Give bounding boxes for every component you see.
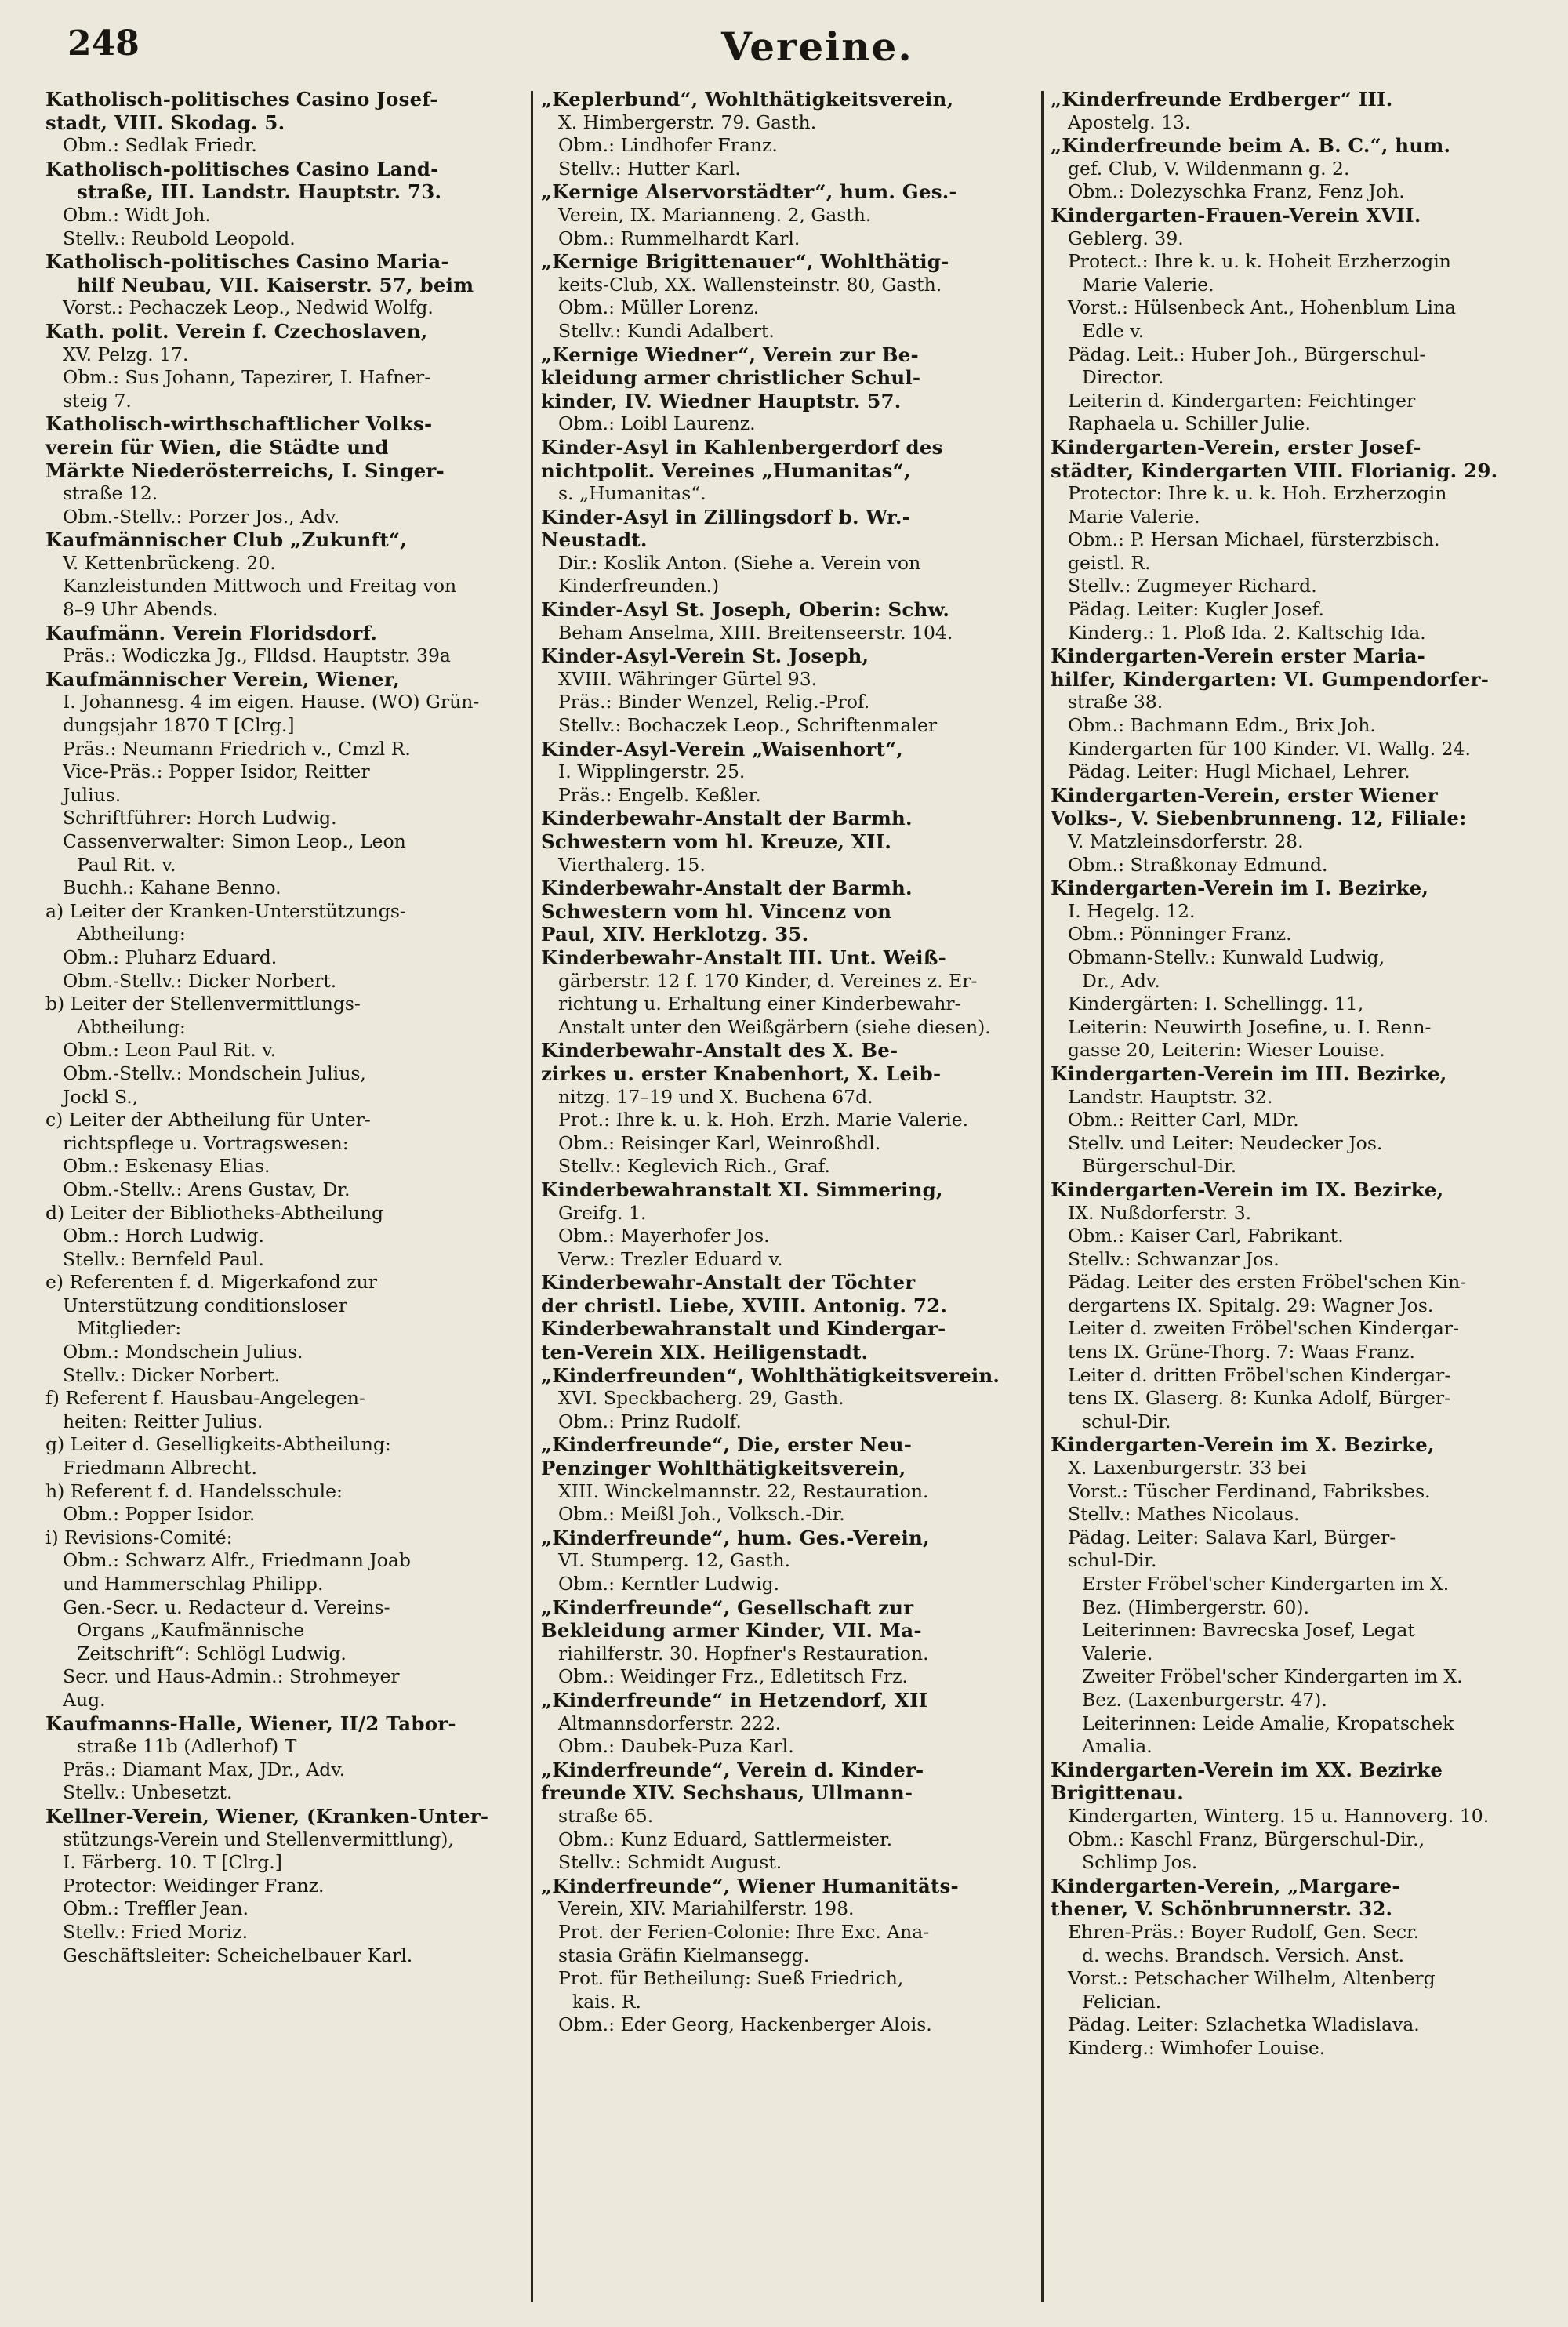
entry-heading-line: Kaufmänn. Verein Floridsdorf. — [45, 621, 378, 644]
entry-heading-line: Kinderbewahr-Anstalt der Töchter — [541, 1271, 916, 1294]
entry-text-line: Schriftführer: Horch Ludwig. — [63, 807, 337, 830]
entry-text-line: Leiterinnen: Bavrecska Josef, Legat — [1082, 1619, 1415, 1642]
entry-text-line: dungsjahr 1870 T [Clrg.] — [63, 714, 295, 737]
entry-text-line: Vorst.: Pechaczek Leop., Nedwid Wolfg. — [63, 296, 434, 319]
entry-text-line: I. Wipplingerstr. 25. — [558, 761, 746, 783]
entry-text-line: Mitglieder: — [77, 1317, 182, 1340]
entry-heading-line: Kinder-Asyl St. Joseph, Oberin: Schw. — [541, 598, 950, 622]
column-right — [1051, 88, 1544, 2307]
entry-text-line: Obm.: Weidinger Frz., Edletitsch Frz. — [558, 1665, 909, 1688]
entry-text-line: richtung u. Erhaltung einer Kinderbewahr- — [558, 993, 961, 1015]
entry-heading-line: Kaufmanns-Halle, Wiener, II/2 Tabor- — [45, 1712, 456, 1735]
entry-heading-line: Kindergarten-Verein, erster Josef- — [1051, 435, 1421, 459]
entry-text-line: Amalia. — [1082, 1735, 1152, 1758]
entry-text-line: Obm.: Leon Paul Rit. v. — [63, 1039, 277, 1062]
entry-text-line: Präs.: Wodiczka Jg., Flldsd. Hauptstr. 39a — [63, 644, 451, 667]
entry-text-line: gärberstr. 12 f. 170 Kinder, d. Vereines z. Er- — [558, 969, 978, 992]
entry-heading-line: Kinder-Asyl in Kahlenbergerdorf des — [541, 435, 943, 459]
entry-text-line: Stellv.: Fried Moriz. — [63, 1920, 249, 1943]
entry-heading-line: verein für Wien, die Städte und — [45, 435, 389, 459]
entry-heading-line: hilf Neubau, VII. Kaiserstr. 57, beim — [77, 273, 474, 296]
entry-text-line: Marie Valerie. — [1068, 505, 1200, 528]
entry-heading-line: thener, V. Schönbrunnerstr. 32. — [1051, 1897, 1393, 1921]
entry-text-line: Stellv.: Bernfeld Paul. — [63, 1247, 264, 1270]
entry-text-line: straße 11b (Adlerhof) T — [77, 1735, 297, 1758]
entry-text-line: Stellv.: Dicker Norbert. — [63, 1363, 281, 1386]
entry-text-line: Leiter d. dritten Fröbel'schen Kindergar- — [1068, 1363, 1451, 1386]
entry-text-line: Obm.-Stellv.: Porzer Jos., Adv. — [63, 505, 340, 528]
entry-text-line: XVI. Speckbacherg. 29, Gasth. — [558, 1387, 844, 1410]
page-number: 248 — [67, 24, 140, 64]
entry-text-line: Abtheilung: — [77, 923, 186, 946]
entry-text-line: i) Revisions-Comité: — [45, 1526, 233, 1548]
entry-text-line: XV. Pelzg. 17. — [63, 343, 189, 365]
entry-text-line: Zeitschrift“: Schlögl Ludwig. — [77, 1642, 347, 1664]
page-header — [0, 24, 1568, 78]
entry-text-line: Vice-Präs.: Popper Isidor, Reitter — [63, 761, 370, 783]
entry-text-line: Prot.: Ihre k. u. k. Hoh. Erzh. Marie Valerie. — [558, 1109, 969, 1131]
entry-text-line: Beham Anselma, XIII. Breitenseerstr. 104. — [558, 621, 953, 644]
entry-text-line: g) Leiter d. Geselligkeits-Abtheilung: — [45, 1433, 391, 1456]
entry-text-line: Anstalt unter den Weißgärbern (siehe diesen). — [558, 1015, 991, 1038]
entry-text-line: e) Referenten f. d. Migerkafond zur — [45, 1271, 378, 1294]
entry-heading-line: Katholisch-politisches Casino Land- — [45, 157, 439, 180]
entry-text-line: Vierthalerg. 15. — [558, 853, 706, 876]
entry-heading-line: Paul, XIV. Herklotzg. 35. — [541, 923, 809, 946]
entry-heading-line: Kindergarten-Verein, „Margare- — [1051, 1874, 1400, 1897]
entry-text-line: Pädag. Leiter: Hugl Michael, Lehrer. — [1068, 761, 1410, 783]
entry-text-line: Stellv.: Bochaczek Leop., Schriftenmaler — [558, 714, 938, 737]
entry-heading-line: Kinderbewahr-Anstalt des X. Be- — [541, 1039, 898, 1062]
entry-heading-line: Kaufmännischer Club „Zukunft“, — [45, 528, 407, 552]
entry-text-line: X. Himbergerstr. 79. Gasth. — [558, 111, 817, 133]
entry-text-line: XIII. Winckelmannstr. 22, Restauration. — [558, 1479, 929, 1502]
entry-text-line: straße 65. — [558, 1804, 654, 1827]
column-divider — [531, 91, 533, 2302]
entry-text-line: Stellv.: Reubold Leopold. — [63, 227, 296, 249]
entry-text-line: heiten: Reitter Julius. — [63, 1410, 263, 1432]
entry-text-line: dergartens IX. Spitalg. 29: Wagner Jos. — [1068, 1294, 1434, 1316]
entry-text-line: Obm.: Treffler Jean. — [63, 1897, 249, 1920]
entry-heading-line: Kinderbewahr-Anstalt III. Unt. Weiß- — [541, 946, 946, 969]
entry-text-line: Kinderg.: 1. Ploß Ida. 2. Kaltschig Ida. — [1068, 621, 1426, 644]
entry-text-line: XVIII. Währinger Gürtel 93. — [558, 667, 818, 690]
entry-heading-line: straße, III. Landstr. Hauptstr. 73. — [77, 180, 442, 204]
entry-heading-line: Schwestern vom hl. Vincenz von — [541, 899, 892, 923]
entry-text-line: Obm.: Mayerhofer Jos. — [558, 1225, 770, 1247]
entry-heading-line: „Kernige Wiedner“, Verein zur Be- — [541, 343, 919, 366]
entry-text-line: keits-Club, XX. Wallensteinstr. 80, Gasth. — [558, 273, 942, 296]
entry-text-line: Obm.: Mondschein Julius. — [63, 1341, 303, 1363]
entry-text-line: Kindergarten, Winterg. 15 u. Hannoverg. 10. — [1068, 1804, 1490, 1827]
entry-text-line: Verw.: Trezler Eduard v. — [558, 1247, 783, 1270]
entry-text-line: Obm.: Pönninger Franz. — [1068, 923, 1292, 946]
entry-text-line: Greifg. 1. — [558, 1201, 647, 1224]
entry-text-line: Obm.: Straßkonay Edmund. — [1068, 853, 1328, 876]
entry-text-line: Obm.: Reisinger Karl, Weinroßhdl. — [558, 1131, 881, 1154]
entry-text-line: stützungs-Verein und Stellenvermittlung), — [63, 1828, 454, 1850]
entry-text-line: Obm.: Sus Johann, Tapezirer, I. Hafner- — [63, 366, 431, 389]
entry-text-line: Paul Rit. v. — [77, 853, 176, 876]
entry-heading-line: Katholisch-politisches Casino Josef- — [45, 88, 438, 111]
entry-text-line: a) Leiter der Kranken-Unterstützungs- — [45, 899, 406, 922]
entry-text-line: straße 12. — [63, 482, 158, 505]
entry-text-line: Stellv. und Leiter: Neudecker Jos. — [1068, 1131, 1383, 1154]
entry-heading-line: zirkes u. erster Knabenhort, X. Leib- — [541, 1062, 942, 1085]
entry-heading-line: Penzinger Wohlthätigkeitsverein, — [541, 1457, 906, 1480]
entry-text-line: Prot. der Ferien-Colonie: Ihre Exc. Ana- — [558, 1920, 930, 1943]
entry-heading-line: Kindergarten-Verein im I. Bezirke, — [1051, 877, 1429, 900]
entry-text-line: Obm.: P. Hersan Michael, fürsterzbisch. — [1068, 528, 1440, 551]
entry-text-line: Obm.: Kaschl Franz, Bürgerschul-Dir., — [1068, 1828, 1425, 1850]
entry-heading-line: städter, Kindergarten VIII. Florianig. 29. — [1051, 459, 1498, 482]
entry-heading-line: kleidung armer christlicher Schul- — [541, 366, 921, 390]
entry-text-line: Leiterin: Neuwirth Josefine, u. I. Renn- — [1068, 1015, 1432, 1038]
entry-text-line: Vorst.: Petschacher Wilhelm, Altenberg — [1068, 1967, 1436, 1990]
entry-heading-line: Kinder-Asyl-Verein „Waisenhort“, — [541, 737, 903, 761]
entry-text-line: Landstr. Hauptstr. 32. — [1068, 1085, 1273, 1108]
entry-text-line: gasse 20, Leiterin: Wieser Louise. — [1068, 1039, 1385, 1062]
entry-heading-line: Kinderbewahr-Anstalt der Barmh. — [541, 877, 913, 900]
entry-text-line: Bez. (Laxenburgerstr. 47). — [1082, 1688, 1327, 1711]
entry-text-line: Vorst.: Hülsenbeck Ant., Hohenblum Lina — [1068, 296, 1457, 319]
entry-text-line: h) Referent f. d. Handelsschule: — [45, 1479, 343, 1502]
entry-heading-line: Katholisch-wirthschaftlicher Volks- — [45, 412, 433, 436]
entry-text-line: gef. Club, V. Wildenmann g. 2. — [1068, 157, 1350, 180]
entry-heading-line: Kindergarten-Verein erster Maria- — [1051, 644, 1426, 668]
entry-text-line: Pädag. Leiter: Kugler Josef. — [1068, 598, 1325, 621]
entry-text-line: Geblerg. 39. — [1068, 227, 1184, 249]
entry-text-line: Obm.-Stellv.: Mondschein Julius, — [63, 1062, 366, 1084]
entry-heading-line: Brigittenau. — [1051, 1781, 1185, 1805]
entry-text-line: Obm.-Stellv.: Arens Gustav, Dr. — [63, 1178, 350, 1200]
entry-text-line: Altmannsdorferstr. 222. — [558, 1712, 782, 1734]
entry-text-line: Dir.: Koslik Anton. (Siehe a. Verein von — [558, 551, 921, 574]
entry-text-line: Stellv.: Schwanzar Jos. — [1068, 1247, 1279, 1270]
entry-heading-line: Katholisch-politisches Casino Maria- — [45, 250, 449, 274]
entry-heading-line: kinder, IV. Wiedner Hauptstr. 57. — [541, 389, 902, 412]
entry-text-line: geistl. R. — [1068, 551, 1151, 574]
entry-text-line: Pädag. Leit.: Huber Joh., Bürgerschul- — [1068, 343, 1426, 365]
entry-text-line: Obm.: Rummelhardt Karl. — [558, 227, 800, 249]
entry-heading-line: hilfer, Kindergarten: VI. Gumpendorfer- — [1051, 667, 1490, 691]
entry-text-line: Bez. (Himbergerstr. 60). — [1082, 1596, 1309, 1618]
page-title: Vereine. — [721, 24, 913, 70]
entry-heading-line: Volks-, V. Siebenbrunneng. 12, Filiale: — [1051, 807, 1467, 830]
entry-text-line: Prot. für Betheilung: Sueß Friedrich, — [558, 1967, 904, 1990]
entry-text-line: Obm.: Pluharz Eduard. — [63, 946, 278, 968]
entry-heading-line: ten-Verein XIX. Heiligenstadt. — [541, 1341, 869, 1364]
entry-heading-line: „Kinderfreunde“, Gesellschaft zur — [541, 1596, 914, 1619]
entry-heading-line: „Kinderfreunden“, Wohlthätigkeitsverein. — [541, 1363, 1000, 1387]
entry-heading-line: Bekleidung armer Kinder, VII. Ma- — [541, 1619, 922, 1643]
entry-text-line: Kindergärten: I. Schellingg. 11, — [1068, 993, 1364, 1015]
entry-text-line: IX. Nußdorferstr. 3. — [1068, 1201, 1252, 1224]
entry-text-line: Stellv.: Zugmeyer Richard. — [1068, 575, 1317, 597]
entry-text-line: Apostelg. 13. — [1068, 111, 1191, 133]
entry-text-line: Julius. — [63, 783, 122, 806]
entry-heading-line: Kindergarten-Verein im III. Bezirke, — [1051, 1062, 1447, 1085]
entry-heading-line: „Kinderfreunde“ in Hetzendorf, XII — [541, 1688, 928, 1712]
entry-text-line: Cassenverwalter: Simon Leop., Leon — [63, 830, 406, 852]
entry-text-line: Director. — [1082, 366, 1164, 389]
entry-heading-line: Kindergarten-Verein im X. Bezirke, — [1051, 1433, 1435, 1457]
entry-text-line: Präs.: Neumann Friedrich v., Cmzl R. — [63, 737, 411, 760]
entry-text-line: Friedmann Albrecht. — [63, 1457, 257, 1479]
entry-text-line: Kinderfreunden.) — [558, 575, 720, 597]
entry-heading-line: Kindergarten-Frauen-Verein XVII. — [1051, 203, 1421, 227]
entry-text-line: I. Hegelg. 12. — [1068, 899, 1196, 922]
entry-text-line: Unterstützung conditionsloser — [63, 1294, 347, 1316]
entry-text-line: Protector: Ihre k. u. k. Hoh. Erzherzogin — [1068, 482, 1447, 505]
entry-text-line: Obm.: Lindhofer Franz. — [558, 134, 778, 157]
entry-text-line: Stellv.: Keglevich Rich., Graf. — [558, 1155, 830, 1178]
entry-text-line: I. Färberg. 10. T [Clrg.] — [63, 1851, 282, 1874]
entry-heading-line: Kellner-Verein, Wiener, (Kranken-Unter- — [45, 1804, 489, 1828]
entry-text-line: Kinderg.: Wimhofer Louise. — [1068, 2036, 1326, 2059]
entry-text-line: Verein, XIV. Mariahilferstr. 198. — [558, 1897, 855, 1920]
entry-text-line: und Hammerschlag Philipp. — [63, 1573, 324, 1595]
entry-text-line: Pädag. Leiter: Salava Karl, Bürger- — [1068, 1526, 1396, 1548]
entry-text-line: Verein, IX. Marianneng. 2, Gasth. — [558, 203, 872, 226]
entry-text-line: Stellv.: Schmidt August. — [558, 1851, 782, 1874]
entry-text-line: Obmann-Stellv.: Kunwald Ludwig, — [1068, 946, 1385, 968]
entry-text-line: schul-Dir. — [1068, 1549, 1157, 1572]
entry-text-line: Pädag. Leiter des ersten Fröbel'schen Kin- — [1068, 1271, 1467, 1294]
entry-text-line: Obm.: Reitter Carl, MDr. — [1068, 1109, 1299, 1131]
entry-text-line: Obm.: Eskenasy Elias. — [63, 1155, 270, 1178]
entry-text-line: Präs.: Engelb. Keßler. — [558, 783, 761, 806]
entry-text-line: Obm.: Meißl Joh., Volksch.-Dir. — [558, 1503, 845, 1526]
entry-text-line: tens IX. Grüne-Thorg. 7: Waas Franz. — [1068, 1341, 1415, 1363]
entry-text-line: Obm.: Dolezyschka Franz, Fenz Joh. — [1068, 180, 1405, 203]
entry-text-line: V. Kettenbrückeng. 20. — [63, 551, 276, 574]
entry-text-line: b) Leiter der Stellenvermittlungs- — [45, 993, 361, 1015]
entry-heading-line: nichtpolit. Vereines „Humanitas“, — [541, 459, 911, 482]
entry-heading-line: Märkte Niederösterreichs, I. Singer- — [45, 459, 445, 482]
entry-text-line: tens IX. Glaserg. 8: Kunka Adolf, Bürger- — [1068, 1387, 1451, 1410]
entry-heading-line: Neustadt. — [541, 528, 648, 552]
entry-text-line: Obm.: Bachmann Edm., Brix Joh. — [1068, 714, 1376, 737]
entry-heading-line: Schwestern vom hl. Kreuze, XII. — [541, 830, 892, 853]
entry-text-line: Obm.: Horch Ludwig. — [63, 1225, 265, 1247]
entry-text-line: Aug. — [63, 1688, 106, 1711]
entry-text-line: Kanzleistunden Mittwoch und Freitag von — [63, 575, 457, 597]
entry-heading-line: „Kinderfreunde“, Die, erster Neu- — [541, 1433, 913, 1457]
entry-heading-line: „Kernige Brigittenauer“, Wohlthätig- — [541, 250, 949, 274]
entry-heading-line: Kinderbewahranstalt XI. Simmering, — [541, 1178, 943, 1201]
entry-text-line: Erster Fröbel'scher Kindergarten im X. — [1082, 1573, 1450, 1595]
entry-text-line: d) Leiter der Bibliotheks-Abtheilung — [45, 1201, 383, 1224]
entry-text-line: Kindergarten für 100 Kinder. VI. Wallg. 24. — [1068, 737, 1471, 760]
entry-text-line: Secr. und Haus-Admin.: Strohmeyer — [63, 1665, 400, 1688]
entry-text-line: Leiterinnen: Leide Amalie, Kropatschek — [1082, 1712, 1454, 1734]
entry-text-line: Bürgerschul-Dir. — [1082, 1155, 1237, 1178]
entry-text-line: Raphaela u. Schiller Julie. — [1068, 412, 1311, 435]
entry-text-line: Obm.: Daubek-Puza Karl. — [558, 1735, 794, 1758]
entry-text-line: Organs „Kaufmännische — [77, 1619, 305, 1642]
entry-text-line: straße 38. — [1068, 691, 1163, 713]
entry-heading-line: Kindergarten-Verein im IX. Bezirke, — [1051, 1178, 1444, 1201]
entry-text-line: Edle v. — [1082, 319, 1145, 342]
entry-text-line: Geschäftsleiter: Scheichelbauer Karl. — [63, 1944, 413, 1966]
entry-text-line: V. Matzleinsdorferstr. 28. — [1068, 830, 1304, 852]
entry-text-line: Obm.: Sedlak Friedr. — [63, 134, 257, 157]
entry-text-line: Obm.: Prinz Rudolf. — [558, 1410, 742, 1432]
entry-heading-line: Kindergarten-Verein, erster Wiener — [1051, 783, 1438, 807]
entry-text-line: Schlimp Jos. — [1082, 1851, 1198, 1874]
entry-text-line: c) Leiter der Abtheilung für Unter- — [45, 1109, 371, 1131]
entry-text-line: Gen.-Secr. u. Redacteur d. Vereins- — [63, 1596, 390, 1618]
entry-heading-line: Kindergarten-Verein im XX. Bezirke — [1051, 1758, 1443, 1781]
column-left — [45, 88, 524, 2307]
entry-text-line: Obm.: Schwarz Alfr., Friedmann Joab — [63, 1549, 411, 1572]
entry-heading-line: Kinderbewahranstalt und Kindergar- — [541, 1317, 946, 1341]
entry-text-line: Marie Valerie. — [1082, 273, 1214, 296]
entry-heading-line: Kaufmännischer Verein, Wiener, — [45, 667, 400, 691]
entry-heading-line: Kinderbewahr-Anstalt der Barmh. — [541, 807, 913, 830]
entry-heading-line: „Kinderfreunde“, Verein d. Kinder- — [541, 1758, 924, 1781]
entry-text-line: nitzg. 17–19 und X. Buchena 67d. — [558, 1085, 873, 1108]
entry-heading-line: Kinder-Asyl in Zillingsdorf b. Wr.- — [541, 505, 910, 528]
entry-text-line: Protector: Weidinger Franz. — [63, 1874, 325, 1897]
entry-text-line: Pädag. Leiter: Szlachetka Wladislava. — [1068, 2013, 1420, 2036]
entry-text-line: Leiterin d. Kindergarten: Feichtinger — [1068, 389, 1416, 412]
entry-text-line: I. Johannesg. 4 im eigen. Hause. (WO) Grün- — [63, 691, 480, 713]
entry-heading-line: freunde XIV. Sechshaus, Ullmann- — [541, 1781, 913, 1805]
entry-text-line: riahilferstr. 30. Hopfner's Restauration. — [558, 1642, 929, 1664]
entry-heading-line: Kath. polit. Verein f. Czechoslaven, — [45, 319, 428, 343]
entry-heading-line: „Kinderfreunde beim A. B. C.“, hum. — [1051, 134, 1451, 158]
entry-text-line: X. Laxenburgerstr. 33 bei — [1068, 1457, 1307, 1479]
entry-text-line: Abtheilung: — [77, 1015, 186, 1038]
entry-text-line: f) Referent f. Hausbau-Angelegen- — [45, 1387, 365, 1410]
entry-text-line: Obm.: Eder Georg, Hackenberger Alois. — [558, 2013, 932, 2036]
entry-text-line: Jockl S., — [63, 1085, 139, 1108]
entry-text-line: Obm.: Müller Lorenz. — [558, 296, 760, 319]
entry-heading-line: „Kinderfreunde Erdberger“ III. — [1051, 88, 1393, 111]
entry-text-line: d. wechs. Brandsch. Versich. Anst. — [1082, 1944, 1405, 1966]
entry-heading-line: „Keplerbund“, Wohlthätigkeitsverein, — [541, 88, 954, 111]
entry-text-line: richtspflege u. Vortragswesen: — [63, 1131, 349, 1154]
entry-text-line: Zweiter Fröbel'scher Kindergarten im X. — [1082, 1665, 1463, 1688]
entry-heading-line: stadt, VIII. Skodag. 5. — [45, 111, 285, 134]
entry-heading-line: „Kernige Alservorstädter“, hum. Ges.- — [541, 180, 957, 204]
entry-text-line: VI. Stumperg. 12, Gasth. — [558, 1549, 791, 1572]
entry-text-line: Dr., Adv. — [1082, 969, 1160, 992]
entry-text-line: Stellv.: Kundi Adalbert. — [558, 319, 775, 342]
entry-text-line: Obm.: Kerntler Ludwig. — [558, 1573, 780, 1595]
entry-text-line: Präs.: Diamant Max, JDr., Adv. — [63, 1758, 346, 1781]
entry-text-line: Leiter d. zweiten Fröbel'schen Kindergar- — [1068, 1317, 1460, 1340]
entry-text-line: kais. R. — [572, 1990, 641, 2013]
entry-text-line: Buchh.: Kahane Benno. — [63, 877, 281, 899]
entry-heading-line: „Kinderfreunde“, Wiener Humanitäts- — [541, 1874, 959, 1897]
entry-text-line: Vorst.: Tüscher Ferdinand, Fabriksbes. — [1068, 1479, 1431, 1502]
entry-text-line: schul-Dir. — [1082, 1410, 1171, 1432]
entry-text-line: Stellv.: Unbesetzt. — [63, 1781, 233, 1804]
entry-heading-line: der christl. Liebe, XVIII. Antonig. 72. — [541, 1294, 948, 1317]
entry-text-line: s. „Humanitas“. — [558, 482, 706, 505]
entry-text-line: Stellv.: Mathes Nicolaus. — [1068, 1503, 1300, 1526]
entry-heading-line: „Kinderfreunde“, hum. Ges.-Verein, — [541, 1526, 930, 1549]
entry-text-line: Stellv.: Hutter Karl. — [558, 157, 741, 180]
entry-heading-line: Kinder-Asyl-Verein St. Joseph, — [541, 644, 869, 668]
entry-text-line: Protect.: Ihre k. u. k. Hoheit Erzherzogin — [1068, 250, 1451, 273]
entry-text-line: Obm.-Stellv.: Dicker Norbert. — [63, 969, 337, 992]
entry-text-line: steig 7. — [63, 389, 132, 412]
entry-text-line: Präs.: Binder Wenzel, Relig.-Prof. — [558, 691, 870, 713]
entry-text-line: stasia Gräfin Kielmansegg. — [558, 1944, 810, 1966]
entry-text-line: 8–9 Uhr Abends. — [63, 598, 219, 621]
entry-text-line: Obm.: Widt Joh. — [63, 203, 211, 226]
entry-text-line: Obm.: Kaiser Carl, Fabrikant. — [1068, 1225, 1344, 1247]
column-middle — [541, 88, 1035, 2307]
entry-text-line: Obm.: Popper Isidor. — [63, 1503, 256, 1526]
entry-text-line: Ehren-Präs.: Boyer Rudolf, Gen. Secr. — [1068, 1920, 1420, 1943]
entry-text-line: Obm.: Kunz Eduard, Sattlermeister. — [558, 1828, 893, 1850]
entry-text-line: Felician. — [1082, 1990, 1162, 2013]
column-divider — [1041, 91, 1044, 2302]
entry-text-line: Valerie. — [1082, 1642, 1153, 1664]
entry-text-line: Obm.: Loibl Laurenz. — [558, 412, 756, 435]
